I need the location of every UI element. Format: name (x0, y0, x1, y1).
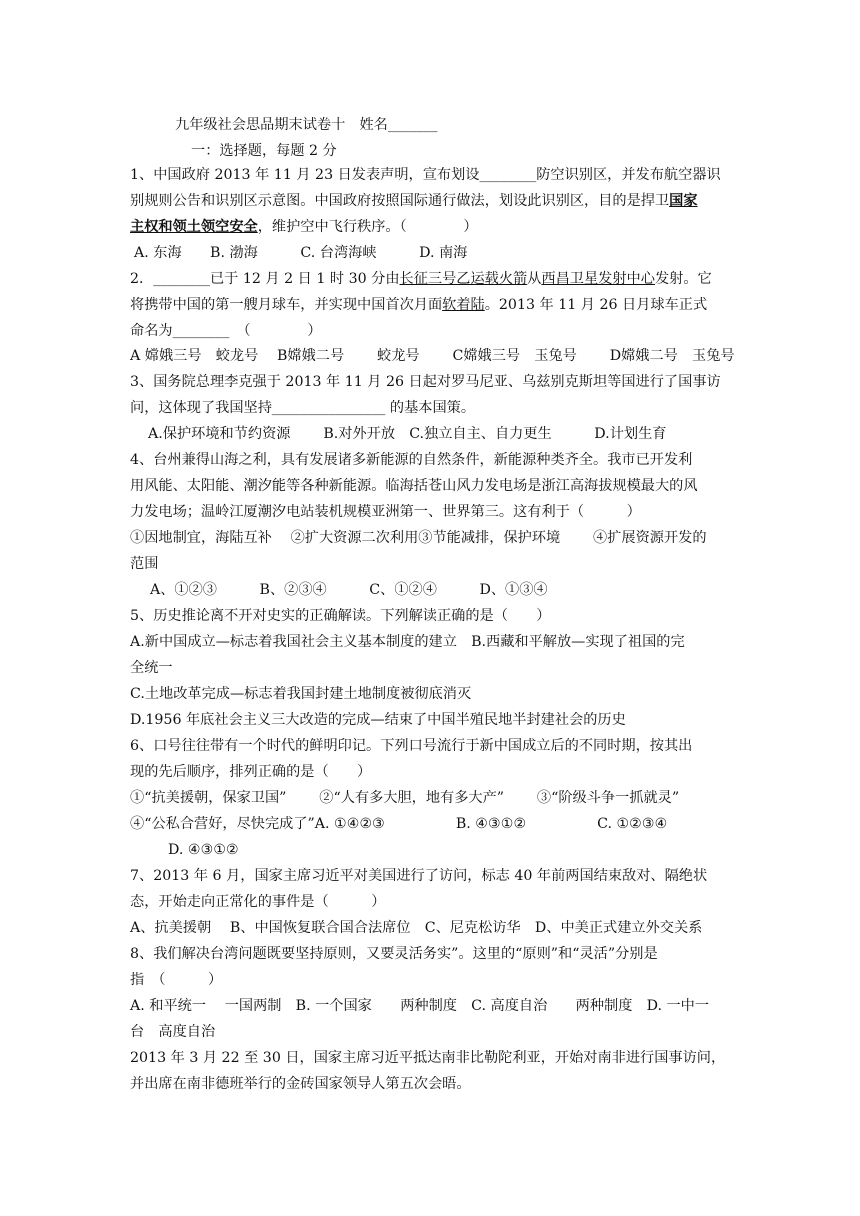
q4-options: A、①②③ B、②③④ C、①②④ D、①③④ (150, 582, 548, 598)
q4-line-1: 4、台州兼得山海之利，具有发展诸多新能源的自然条件，新能源种类齐全。我市已开发利 (130, 452, 693, 468)
q6-line-5: D. ④③①② (168, 842, 239, 858)
q4-line-4: ①因地制宜，海陆互补 ②扩大资源二次利用③节能减排，保护环境 ④扩展资源开发的 (130, 530, 707, 546)
q6-line-2: 现的先后顺序，排列正确的是（ ） (130, 764, 372, 780)
q8-line-1: 8、我们解决台湾问题既要坚持原则，又要灵活务实”。这里的“原则”和“灵活”分别是 (130, 946, 658, 962)
q8-line-4: 台 高度自治 (130, 1024, 216, 1040)
q2-line-1: 2．________已于 12 月 2 日 1 时 30 分由长征三号乙运载火箭从西昌卫星发射中心发射。它 (130, 271, 712, 287)
q4-line-3: 力发电场；温岭江厦潮汐电站装机规模亚洲第一、世界第三。这有利于（ ） (130, 504, 641, 520)
q5-line-1: 5、历史推论离不开对史实的正确解读。下列解读正确的是（ ） (130, 608, 551, 624)
q5-line-2: A.新中国成立—标志着我国社会主义基本制度的建立 B.西藏和平解放—实现了祖国的完 (130, 634, 685, 650)
q1-options: A. 东海 B. 渤海 C. 台湾海峡 D. 南海 (134, 245, 468, 261)
q2-options: A 嫦娥三号 蛟龙号 B嫦娥二号 蛟龙号 C嫦娥三号 玉兔号 D嫦娥二号 玉兔号 (130, 348, 735, 364)
material-line-1: 2013 年 3 月 22 至 30 日，国家主席习近平抵达南非比勒陀利亚，开始对南非进行国事访问， (130, 1050, 726, 1066)
q1-line-1: 1、中国政府 2013 年 11 月 23 日发表声明，宣布划设________防空识别区，并发布航空器识 (130, 167, 721, 183)
q8-line-3: A. 和平统一 一国两制 B. 一个国家 两种制度 C. 高度自治 两种制度 D. 一中一 (130, 998, 710, 1014)
q4-line-2: 用风能、太阳能、潮汐能等各种新能源。临海括苍山风力发电场是浙江高海拔规模最大的风 (130, 478, 698, 494)
q7-line-1: 7、2013 年 6 月，国家主席习近平对美国进行了访问，标志 40 年前两国结束敌对、隔绝状 (130, 868, 708, 884)
q5-line-3: 全统一 (130, 660, 173, 676)
q7-line-2: 态，开始走向正常化的事件是（ ） (130, 894, 386, 910)
q3-options: A.保护环境和节约资源 B.对外开放 C.独立自主、自力更生 D.计划生育 (148, 426, 667, 442)
q5-line-4: C.土地改革完成—标志着我国封建土地制度被彻底消灭 (130, 686, 472, 702)
q8-line-2: 指 （ ） (130, 972, 223, 988)
q3-line-2: 问，这体现了我国坚持________________ 的基本国策。 (130, 400, 476, 416)
q4-line-5: 范围 (130, 556, 159, 572)
q2-line-3: 命名为________ （ ） (130, 323, 322, 339)
exam-title: 九年级社会思品期末试卷十 姓名_______ (175, 117, 438, 133)
q7-options: A、抗美援朝 B、中国恢复联合国合法席位 C、尼克松访华 D、中美正式建立外交关系 (130, 920, 703, 936)
q6-line-1: 6、口号往往带有一个时代的鲜明印记。下列口号流行于新中国成立后的不同时期，按其出 (130, 738, 693, 754)
material-line-2: 并出席在南非德班举行的金砖国家领导人第五次会晤。 (130, 1076, 471, 1092)
q2-line-2: 将携带中国的第一艘月球车，并实现中国首次月面软着陆。2013 年 11 月 26 日月球车正式 (130, 297, 708, 313)
q1-line-2: 别规则公告和识别区示意图。中国政府按照国际通行做法，划设此识别区，目的是捍卫国家 (130, 193, 698, 209)
q3-line-1: 3、国务院总理李克强于 2013 年 11 月 26 日起对罗马尼亚、乌兹别克斯坦等国进行了国事访 (130, 374, 721, 390)
q5-line-5: D.1956 年底社会主义三大改造的完成—结束了中国半殖民地半封建社会的历史 (130, 712, 626, 728)
q1-line-3: 主权和领土领空安全，维护空中飞行秩序。（ ） (130, 219, 478, 235)
q6-line-3: ①“抗美援朝，保家卫国” ②“人有多大胆，地有多大产” ③“阶级斗争一抓就灵” (130, 790, 680, 806)
q6-line-4: ④“公私合营好，尽快完成了”A. ①④②③ B. ④③①② C. ①②③④ (130, 816, 668, 832)
section-heading: 一：选择题，每题 2 分 (191, 143, 337, 159)
